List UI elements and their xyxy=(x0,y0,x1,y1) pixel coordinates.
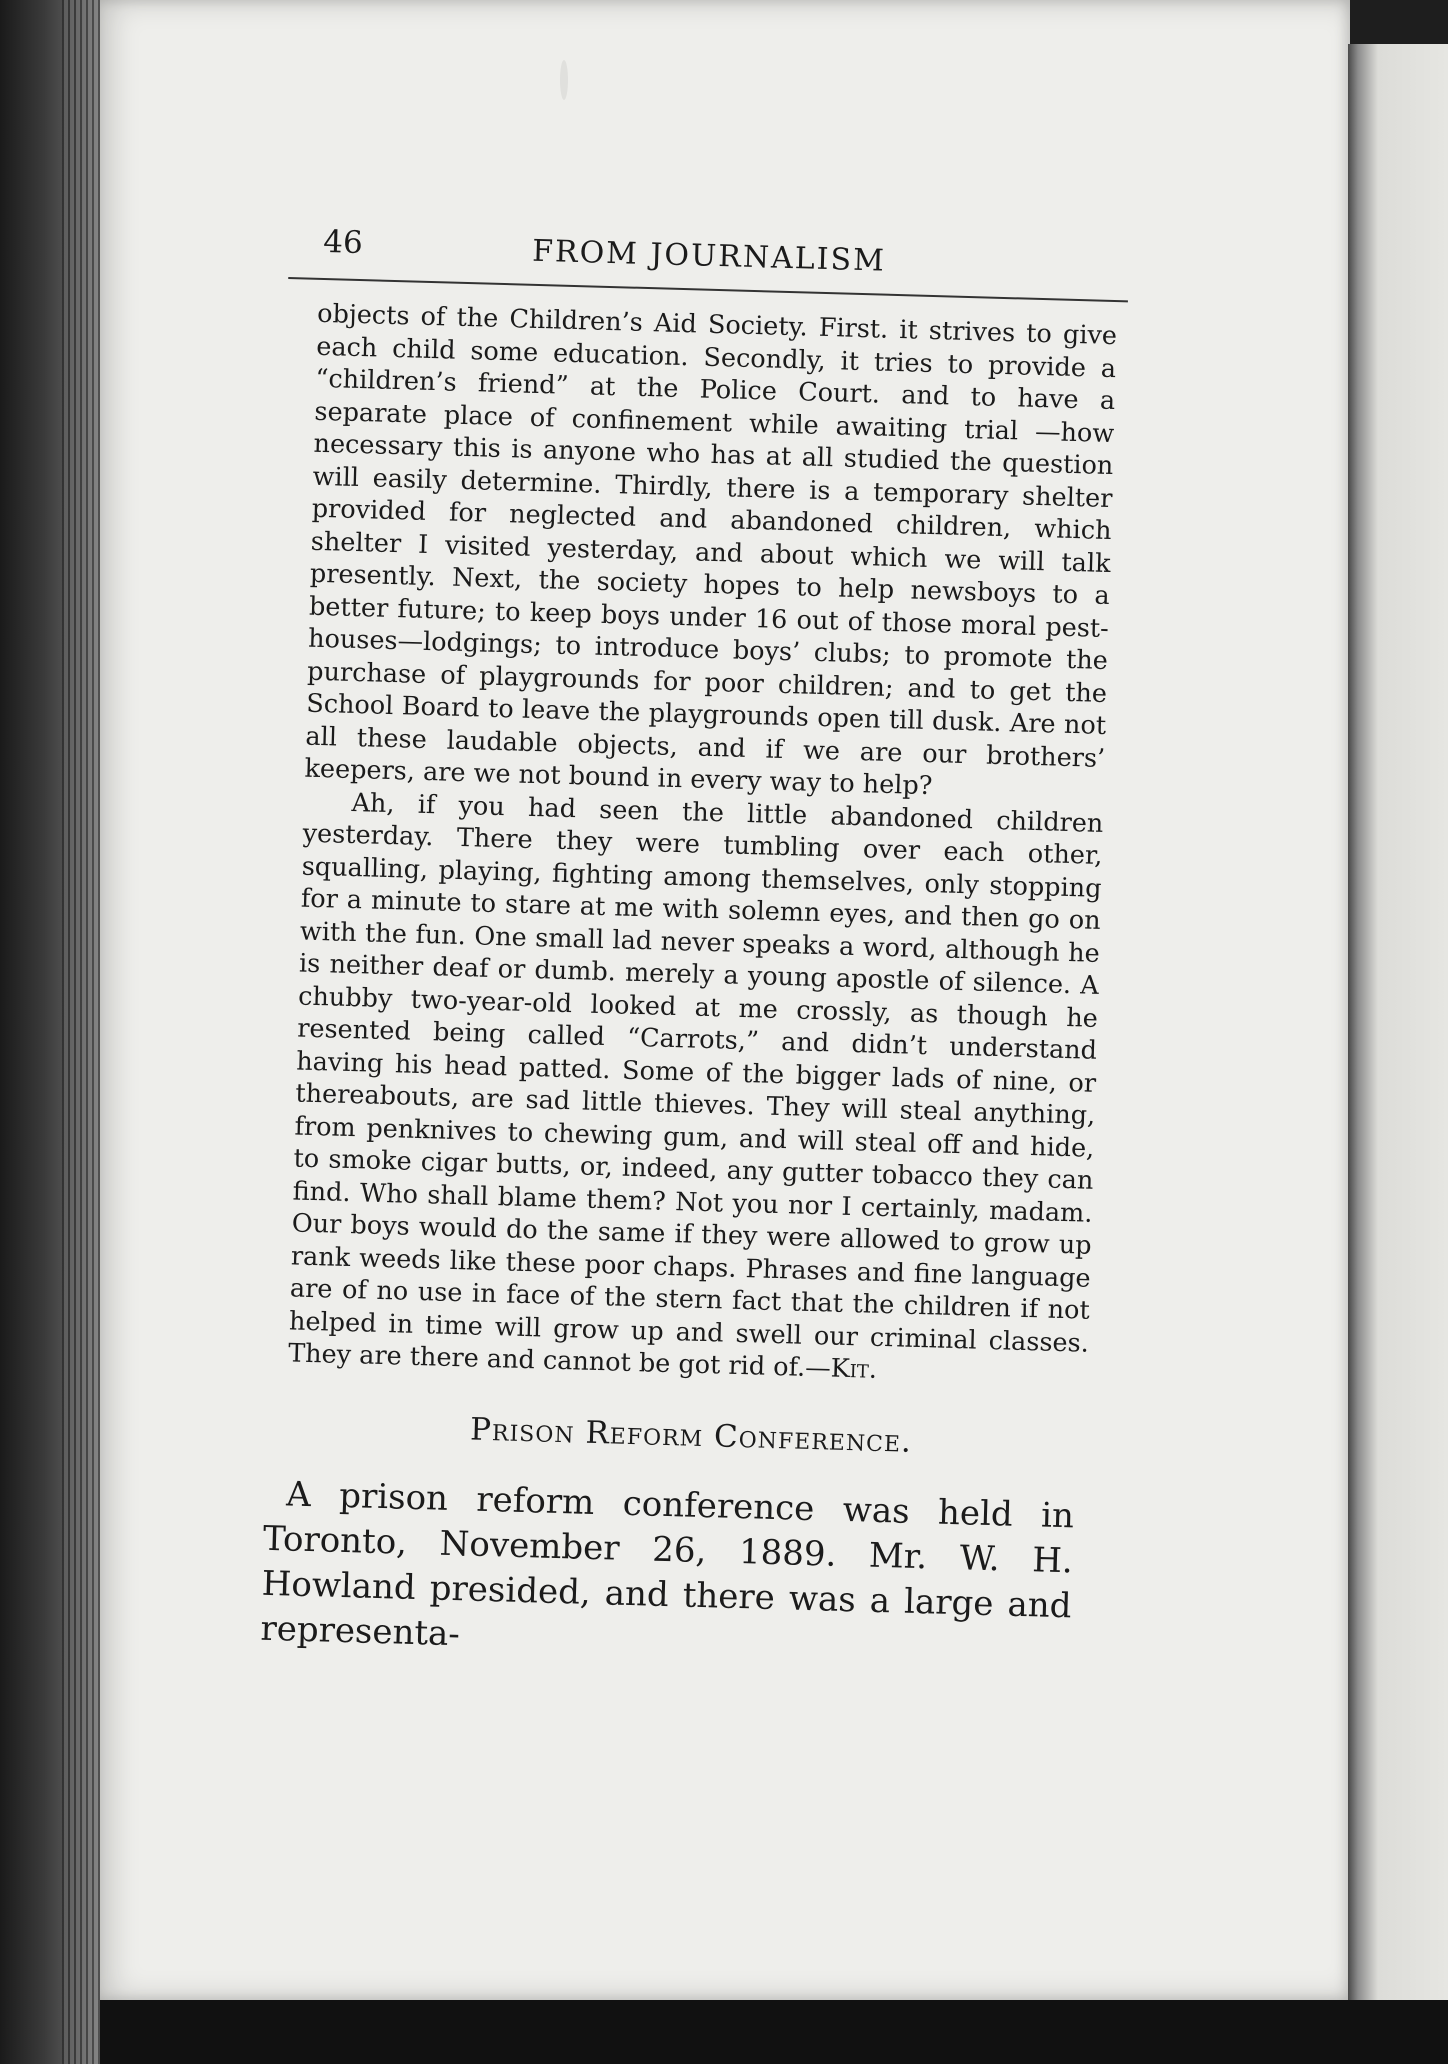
section-heading: Prison Reform Conference. xyxy=(469,1411,913,1460)
paragraph-text: Ah, if you had seen the little abandoned children yesterday. There they were tumbling over each other, squalling, playing, fighting among themselves, only stopping for a minute to stare at me with solemn eyes, and then go on with the fun. One small lad never speaks a word, although he is neither deaf or dumb. merely a young apostle of silence. A chubby two-year-old looked at me crossly, as though he resented being called “Carrots,” and didn’t understand having his head patted. Some of the bigger lads of nine, or thereabouts, are sad little thieves. They will steal anything, from penknives to chewing gum, and will steal off and hide, to smoke cigar butts, or, indeed, any gutter tobacco they can find. Who shall blame them? Not you nor I certainly, madam. Our boys would do the same if they were allowed to grow up rank weeds like these poor chaps. Phrases and fine language are of no use in face of the stern fact that the children if not helped in time will grow up and swell our criminal classes. They are there and cannot be got rid of. xyxy=(287,787,1104,1383)
page-number: 46 xyxy=(322,223,364,262)
section-text: A prison reform conference was held in Toronto, November 26, 1889. Mr. W. H. Howland presided, and there was a large and representa- xyxy=(259,1473,1075,1654)
facing-page-edge xyxy=(1348,44,1448,2004)
quoted-article xyxy=(288,298,1118,1392)
paragraph: objects of the Children’s Aid Society. First. it strives to give each child some education. Secondly, it tries to provide a “children’s friend” at the Police Court. and to have a separate place of confinement while awaiting trial —how necessary this is anyone who has at all studied the question will easily determine. Thirdly, there is a temporary shelter provided for neglected and abandoned children, which shelter I visited yesterday, and about which we will talk presently. Next, the society hopes to help newsboys to a better future; to keep boys under 16 out of those moral pest-houses—lodgings; to introduce boys’ clubs; to promote the purchase of playgrounds for poor children; and to get the School Board to leave the playgrounds open till dusk. Are not all these laudable objects, and if we are our brothers’ keepers, are we not bound in every way to help? xyxy=(304,298,1118,802)
page-mark xyxy=(560,60,568,100)
scan-border xyxy=(100,2000,1448,2064)
page-content xyxy=(250,215,1130,1674)
author-signature: Kit. xyxy=(830,1353,878,1385)
binding-lines xyxy=(62,0,102,2064)
running-title: FROM JOURNALISM xyxy=(531,233,887,279)
paragraph xyxy=(288,785,1104,1392)
signature-dash: — xyxy=(804,1352,832,1384)
